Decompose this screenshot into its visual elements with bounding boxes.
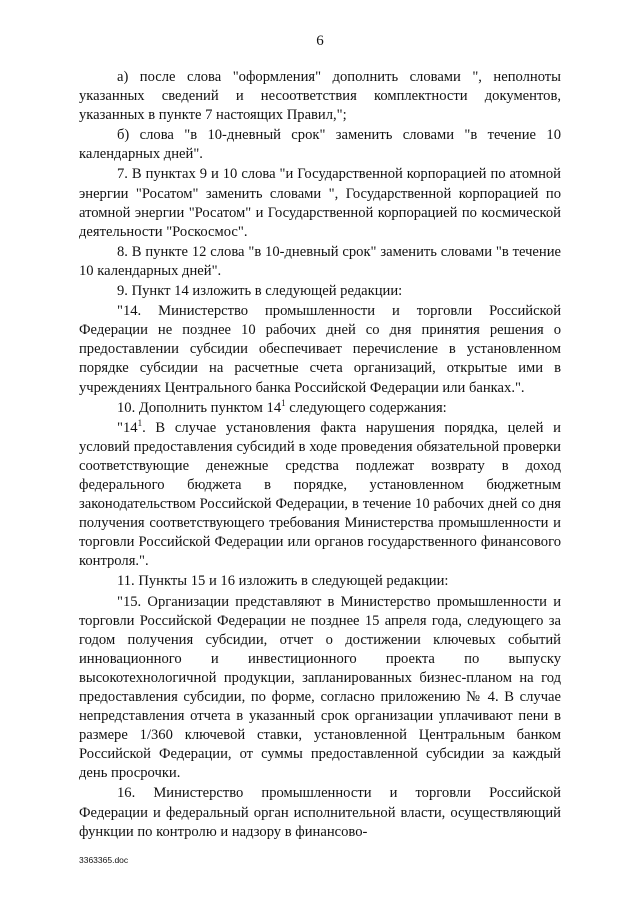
paragraph-item-10-text-start: 10. Дополнить пунктом 14 xyxy=(117,399,282,416)
paragraph-item-8: 8. В пункте 12 слова "в 10-дневный срок" заменить словами "в течение 10 календарных дней". xyxy=(79,243,561,279)
paragraph-point-16: 16. Министерство промышленности и торговли Российской Федерации и федеральный орган исполнительной власти, осуществляющий функции по контролю и надзору в финансово- xyxy=(79,785,561,840)
paragraph-item-10-text-end: следующего содержания: xyxy=(285,399,447,416)
superscript-index: 1 xyxy=(137,417,143,428)
paragraph-point-14-1-text: . В случае установления факта нарушения порядка, целей и условий предоставления субсидий в ходе проведения обязательной проверки соответствующие денежные средства подлежат возврату в доход федерального бюджета в порядке, установленном бюджетным законодательством Российской Федерации, в течение 10 рабочих дней со дня получения соответствующего требования Министерства промышленности и торговли Российской Федерации или органов государственного финансового контроля.". xyxy=(79,419,561,570)
paragraph-point-14: "14. Министерство промышленности и торговли Российской Федерации не позднее 10 рабочих дней со дня принятия решения о предоставлении субсидии обеспечивает перечисление в установленном порядке субсидии на расчетные счета организаций, открытые ими в учреждениях Центрального банка Российской Федерации или банках.". xyxy=(79,303,561,396)
document-body xyxy=(79,68,561,843)
paragraph-point-14-1-number: "14 xyxy=(117,419,138,436)
superscript-index: 1 xyxy=(281,397,286,408)
paragraph-item-7: 7. В пунктах 9 и 10 слова "и Государственной корпорацией по атомной энергии "Росатом" заменить словами ", Государственной корпорацией по атомной энергии "Росатом" и Государственной корпорацией по космической деятельности "Роскосмос". xyxy=(79,166,561,240)
paragraph-point-14-1 xyxy=(79,419,561,572)
paragraph-item-9: 9. Пункт 14 изложить в следующей редакции: xyxy=(117,283,403,300)
paragraph-item-11: 11. Пункты 15 и 16 изложить в следующей редакции: xyxy=(117,573,449,590)
paragraph-point-15: "15. Организации представляют в Министерство промышленности и торговли Российской Федерации не позднее 15 апреля года, следующего за годом получения субсидии, отчет о достижении ключевых событий инновационного и инвестиционного проекта по выпуску высокотехнологичной продукции, запланированных бизнес-планом на год предоставления субсидии, по форме, согласно приложению № 4. В случае непредставления отчета в указанный срок организации уплачивают пени в размере 1/360 ключевой ставки, установленной Центральным банком Российской Федерации, от суммы предоставленной субсидии за каждый день просрочки. xyxy=(79,593,561,782)
paragraph-amendment-b: б) слова "в 10-дневный срок" заменить словами "в течение 10 календарных дней". xyxy=(79,127,561,163)
paragraph-amendment-a: а) после слова "оформления" дополнить словами ", неполноты указанных сведений и несоответствия комплектности документов, указанных в пункте 7 настоящих Правил,"; xyxy=(79,69,561,124)
footer-filename: 3363365.doc xyxy=(79,855,129,865)
paragraph-item-10 xyxy=(79,399,561,418)
page-number: 6 xyxy=(316,33,324,49)
